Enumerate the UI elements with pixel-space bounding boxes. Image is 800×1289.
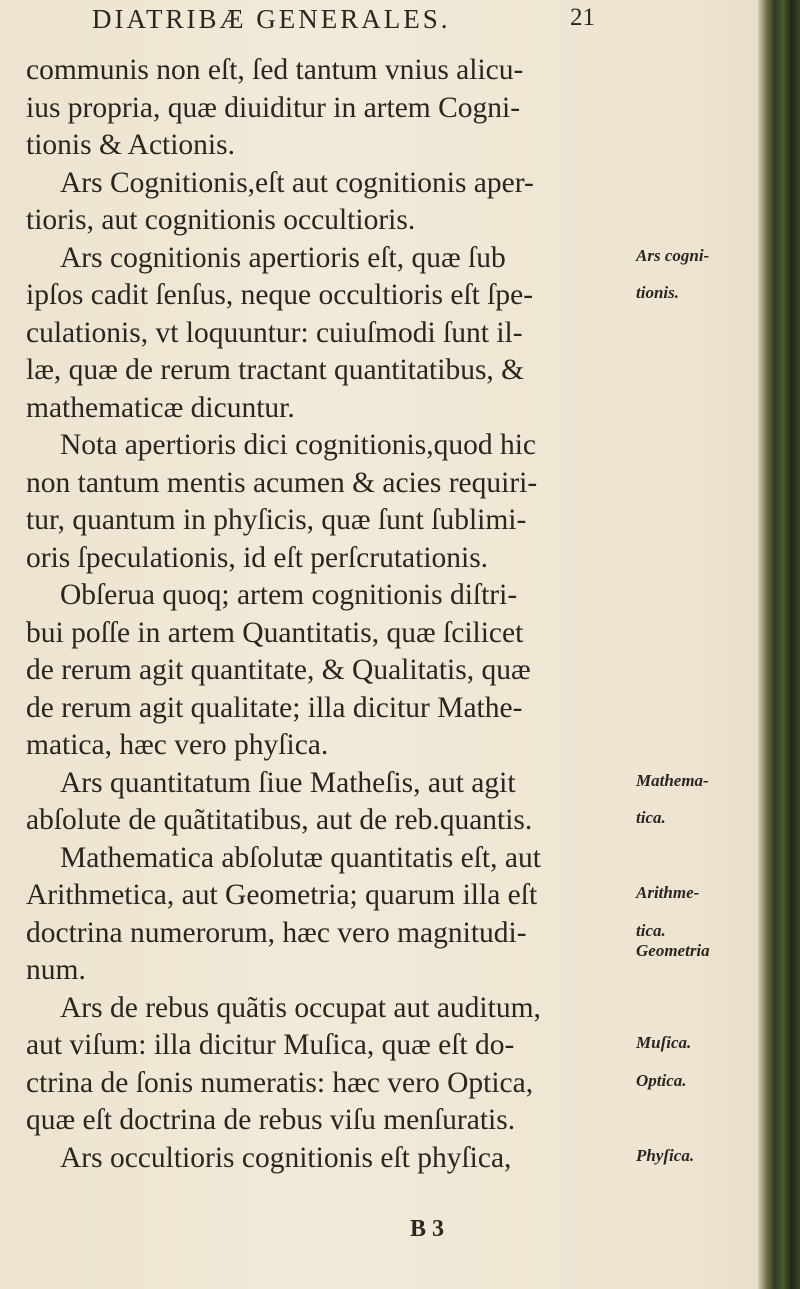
running-header [92, 4, 712, 40]
text-line: ctrina de ſonis numeratis: hæc vero Optica, [26, 1066, 534, 1099]
body-text [26, 52, 632, 1177]
text-line: Ars Cognitionis,eſt aut cognitionis aper- [60, 166, 534, 199]
text-line: tionis & Actionis. [26, 129, 235, 161]
text-line: communis non eſt, ſed tantum vnius alicu- [26, 54, 524, 86]
text-line: de rerum agit qualitate; illa dicitur Mathe- [26, 691, 523, 724]
text-line: tioris, aut cognitionis occultioris. [26, 204, 416, 236]
text-line: de rerum agit quantitate, & Qualitatis, quæ [26, 654, 531, 686]
signature-mark: B 3 [410, 1216, 445, 1242]
margin-note: Geometria [636, 940, 710, 960]
text-line: doctrina numerorum, hæc vero magnitudi- [26, 916, 527, 949]
margin-note: tica. [636, 920, 666, 940]
text-line: quæ eſt doctrina de rebus viſu menſuratis. [26, 1104, 516, 1136]
text-line: aut viſum: illa dicitur Muſica, quæ eſt do- [26, 1029, 515, 1061]
page-number: 21 [570, 4, 595, 31]
margin-note: tionis. [636, 283, 679, 302]
text-line: matica, hæc vero phyſica. [26, 729, 329, 761]
text-line: ius propria, quæ diuiditur in artem Cogni- [26, 91, 521, 124]
text-line: Mathematica abſolutæ quantitatis eſt, aut [60, 841, 541, 874]
text-line: Ars de rebus quãtis occupat aut auditum, [60, 991, 541, 1024]
margin-note: Optica. [636, 1070, 687, 1090]
text-line: Obſerua quoq; artem cognitionis diſtri- [60, 579, 518, 611]
margin-note: tica. [636, 808, 666, 827]
margin-note: Muſica. [636, 1033, 692, 1052]
running-title: DIATRIBÆ GENERALES. [92, 4, 451, 34]
text-line: Nota apertioris dici cognitionis,quod hic [60, 429, 537, 461]
text-line: Arithmetica, aut Geometria; quarum illa eſt [26, 879, 538, 911]
text-line: Ars quantitatum ſiue Matheſis, aut agit [60, 766, 516, 799]
text-line: mathematicæ dicuntur. [26, 391, 295, 424]
text-line: abſolute de quãtitatibus, aut de reb.quantis. [26, 804, 533, 836]
text-line: num. [26, 954, 86, 986]
text-line: Ars occultioris cognitionis eſt phyſica, [60, 1141, 512, 1174]
margin-note: Arithme- [636, 883, 700, 902]
margin-note: Mathema- [636, 770, 709, 790]
text-line: non tantum mentis acumen & acies requiri- [26, 466, 538, 499]
text-line: culationis, vt loquuntur: cuiuſmodi ſunt il- [26, 316, 523, 349]
text-line: læ, quæ de rerum tractant quantitatibus, & [26, 354, 525, 386]
text-line: Ars cognitionis apertioris eſt, quæ ſub [60, 241, 506, 274]
text-line: oris ſpeculationis, id eſt perſcrutationis. [26, 541, 489, 574]
text-line: ipſos cadit ſenſus, neque occultioris eſt ſpe- [26, 279, 534, 311]
margin-note: Phyſica. [636, 1145, 695, 1165]
margin-note: Ars cogni- [636, 245, 710, 265]
text-line: tur, quantum in phyſicis, quæ ſunt ſublimi- [26, 504, 527, 536]
book-spine-edge [758, 0, 800, 1289]
text-line: bui poſſe in artem Quantitatis, quæ ſcilicet [26, 616, 524, 649]
